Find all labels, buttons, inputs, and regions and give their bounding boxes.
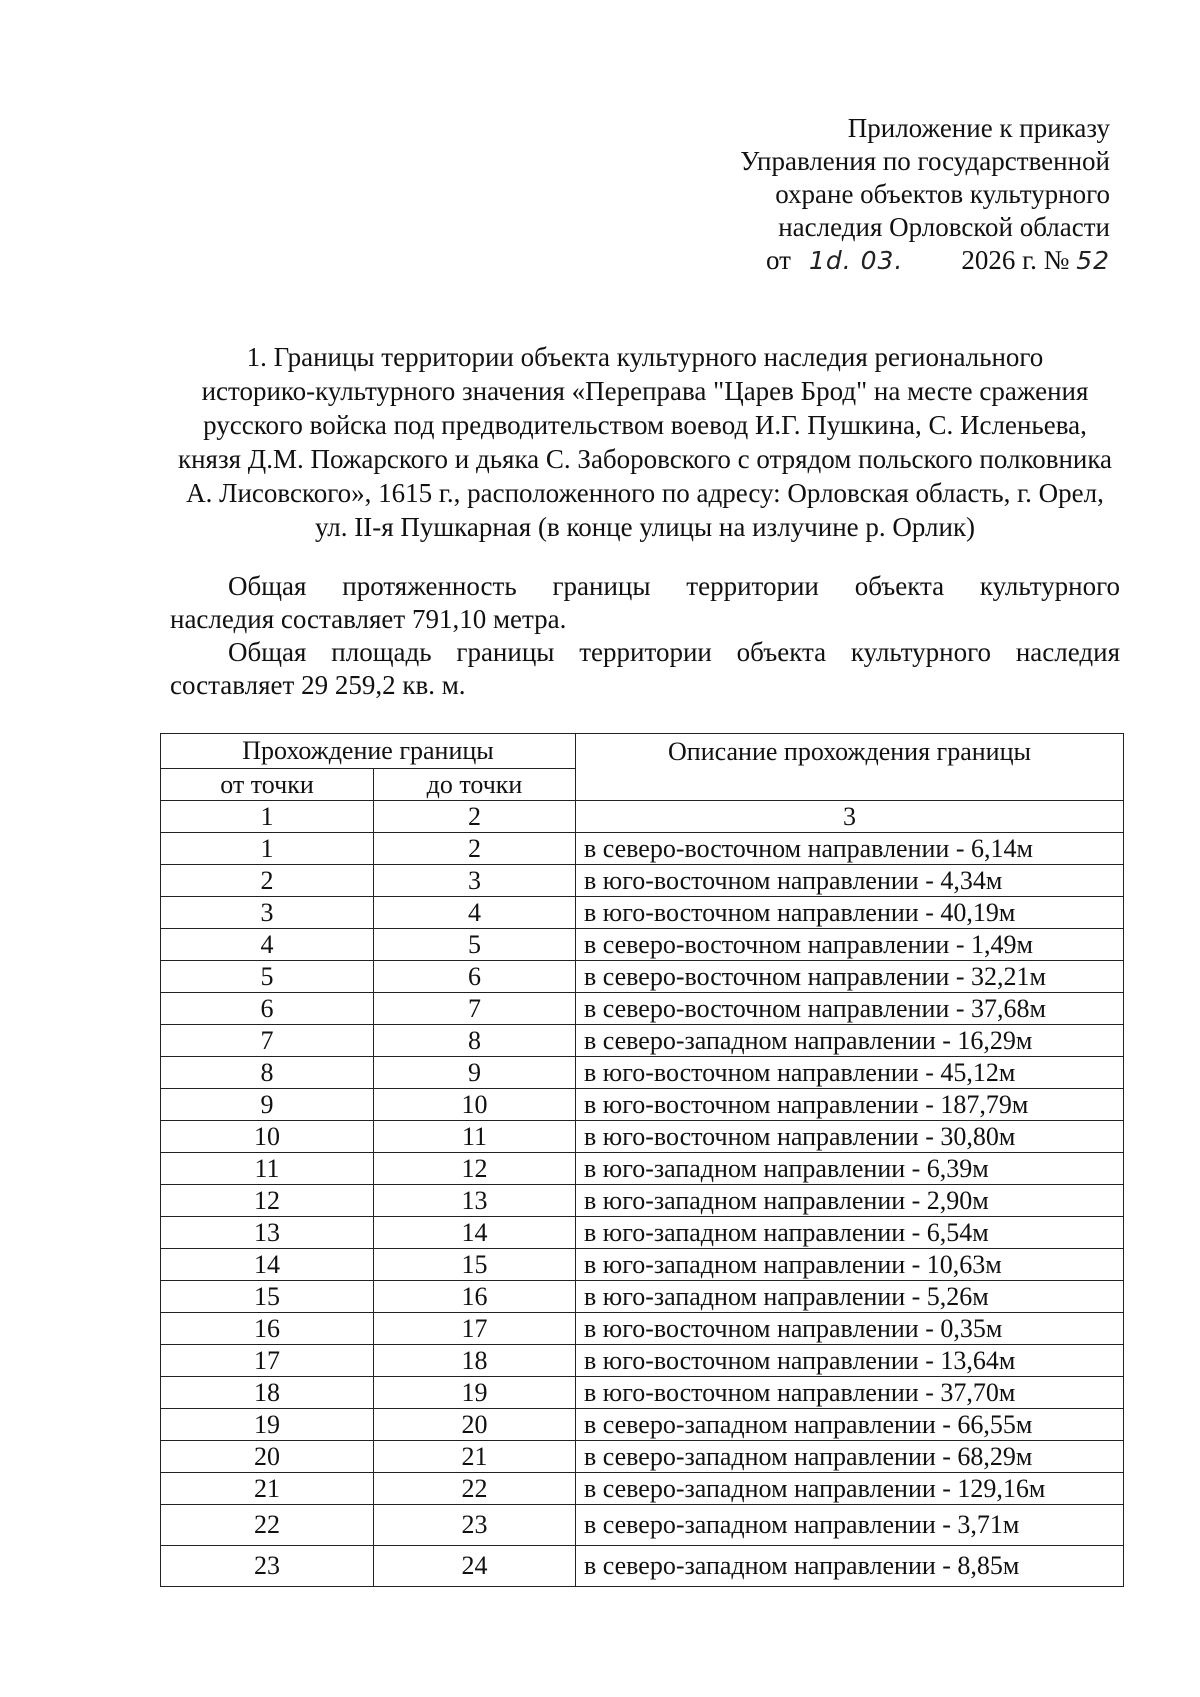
table-row [161, 1089, 1124, 1121]
title-line: 1. Границы территории объекта культурного наследия регионального [246, 342, 1044, 372]
from-point-cell: 13 [161, 1217, 374, 1249]
from-point-cell: 15 [161, 1281, 374, 1313]
to-point-cell: 22 [374, 1473, 576, 1505]
to-point-cell: 16 [374, 1281, 576, 1313]
order-date-line [690, 244, 1110, 277]
to-point-cell: 15 [374, 1249, 576, 1281]
title-line: А. Лисовского», 1615 г., расположенного по адресу: Орловская область, г. Орел, [186, 478, 1104, 508]
description-cell: в северо-восточном направлении - 6,14м [576, 833, 1124, 865]
description-cell: в северо-восточном направлении - 1,49м [576, 929, 1124, 961]
from-point-cell: 21 [161, 1473, 374, 1505]
to-point-cell: 23 [374, 1505, 576, 1546]
to-point-cell: 14 [374, 1217, 576, 1249]
column-number: 3 [576, 801, 1124, 833]
column-number-row [161, 801, 1124, 833]
description-cell: в северо-западном направлении - 16,29м [576, 1025, 1124, 1057]
table-row [161, 1313, 1124, 1345]
description-cell: в юго-восточном направлении - 37,70м [576, 1377, 1124, 1409]
header-line-2: Управления по государственной [740, 146, 1110, 176]
from-point-cell: 19 [161, 1409, 374, 1441]
to-point-cell: 9 [374, 1057, 576, 1089]
from-point-cell: 1 [161, 833, 374, 865]
table-row [161, 961, 1124, 993]
area-line-1: Общая площадь границы территории объекта культурного наследия [228, 637, 1120, 667]
date-year: 2026 г. № [961, 245, 1070, 275]
column-number: 1 [161, 801, 374, 833]
from-point-cell: 7 [161, 1025, 374, 1057]
table-row [161, 1153, 1124, 1185]
length-line-2: наследия составляет 791,10 метра. [170, 604, 567, 634]
total-area-paragraph [170, 636, 1120, 702]
table-row [161, 1473, 1124, 1505]
to-point-cell: 5 [374, 929, 576, 961]
title-line: князя Д.М. Пожарского и дьяка С. Заборовского с отрядом польского полковника [177, 444, 1113, 474]
to-point-cell: 4 [374, 897, 576, 929]
header-to-point: до точки [374, 769, 576, 801]
description-cell: в юго-восточном направлении - 30,80м [576, 1121, 1124, 1153]
to-point-cell: 2 [374, 833, 576, 865]
from-point-cell: 22 [161, 1505, 374, 1546]
to-point-cell: 8 [374, 1025, 576, 1057]
description-cell: в северо-западном направлении - 8,85м [576, 1546, 1124, 1587]
table-row [161, 1546, 1124, 1587]
table-row [161, 1505, 1124, 1546]
from-point-cell: 12 [161, 1185, 374, 1217]
description-cell: в юго-восточном направлении - 45,12м [576, 1057, 1124, 1089]
description-cell: в северо-западном направлении - 129,16м [576, 1473, 1124, 1505]
to-point-cell: 3 [374, 865, 576, 897]
from-point-cell: 17 [161, 1345, 374, 1377]
header-line-3: охране объектов культурного [775, 179, 1110, 209]
header-boundary-passage: Прохождение границы [161, 734, 576, 769]
area-line-2: составляет 29 259,2 кв. м. [170, 670, 466, 700]
to-point-cell: 11 [374, 1121, 576, 1153]
from-point-cell: 3 [161, 897, 374, 929]
from-point-cell: 14 [161, 1249, 374, 1281]
description-cell: в юго-западном направлении - 5,26м [576, 1281, 1124, 1313]
table-row [161, 1185, 1124, 1217]
description-cell: в юго-восточном направлении - 0,35м [576, 1313, 1124, 1345]
header-line-1: Приложение к приказу [847, 113, 1110, 143]
to-point-cell: 7 [374, 993, 576, 1025]
description-cell: в юго-восточном направлении - 4,34м [576, 865, 1124, 897]
description-cell: в юго-восточном направлении - 13,64м [576, 1345, 1124, 1377]
table-row [161, 1217, 1124, 1249]
table-row [161, 1409, 1124, 1441]
from-point-cell: 10 [161, 1121, 374, 1153]
to-point-cell: 24 [374, 1546, 576, 1587]
to-point-cell: 17 [374, 1313, 576, 1345]
column-number: 2 [374, 801, 576, 833]
from-point-cell: 4 [161, 929, 374, 961]
to-point-cell: 18 [374, 1345, 576, 1377]
table-row [161, 865, 1124, 897]
from-point-cell: 9 [161, 1089, 374, 1121]
to-point-cell: 20 [374, 1409, 576, 1441]
boundary-table-body [161, 801, 1124, 1587]
table-row [161, 1377, 1124, 1409]
table-row [161, 833, 1124, 865]
to-point-cell: 13 [374, 1185, 576, 1217]
from-point-cell: 11 [161, 1153, 374, 1185]
table-row [161, 1057, 1124, 1089]
header-line-4: наследия Орловской области [778, 212, 1110, 242]
from-point-cell: 23 [161, 1546, 374, 1587]
to-point-cell: 12 [374, 1153, 576, 1185]
to-point-cell: 19 [374, 1377, 576, 1409]
section-title [170, 340, 1120, 544]
to-point-cell: 21 [374, 1441, 576, 1473]
description-cell: в северо-восточном направлении - 32,21м [576, 961, 1124, 993]
total-length-paragraph [170, 570, 1120, 636]
title-line: ул. II-я Пушкарная (в конце улицы на излучине р. Орлик) [314, 512, 976, 542]
from-point-cell: 6 [161, 993, 374, 1025]
table-row [161, 1441, 1124, 1473]
description-cell: в юго-западном направлении - 6,54м [576, 1217, 1124, 1249]
description-cell: в юго-восточном направлении - 187,79м [576, 1089, 1124, 1121]
from-point-cell: 16 [161, 1313, 374, 1345]
from-point-cell: 8 [161, 1057, 374, 1089]
from-point-cell: 20 [161, 1441, 374, 1473]
description-cell: в северо-западном направлении - 68,29м [576, 1441, 1124, 1473]
table-row [161, 929, 1124, 961]
title-line: историко-культурного значения «Переправа "Царев Брод" на месте сражения [201, 376, 1089, 406]
description-cell: в юго-западном направлении - 6,39м [576, 1153, 1124, 1185]
header-description: Описание прохождения границы [576, 734, 1124, 801]
header-from-point: от точки [161, 769, 374, 801]
boundary-table [160, 733, 1124, 1587]
table-row [161, 897, 1124, 929]
title-line: русского войска под предводительством воевод И.Г. Пушкина, С. Исленьева, [203, 410, 1087, 440]
from-point-cell: 2 [161, 865, 374, 897]
handwritten-order-number: 52 [1076, 246, 1110, 275]
table-row [161, 1025, 1124, 1057]
to-point-cell: 10 [374, 1089, 576, 1121]
from-point-cell: 5 [161, 961, 374, 993]
description-cell: в юго-западном направлении - 2,90м [576, 1185, 1124, 1217]
handwritten-date: 1d. 03. [808, 246, 904, 275]
description-cell: в северо-западном направлении - 3,71м [576, 1505, 1124, 1546]
table-row [161, 1249, 1124, 1281]
table-row [161, 1281, 1124, 1313]
description-cell: в юго-западном направлении - 10,63м [576, 1249, 1124, 1281]
table-row [161, 1345, 1124, 1377]
description-cell: в юго-восточном направлении - 40,19м [576, 897, 1124, 929]
description-cell: в северо-западном направлении - 66,55м [576, 1409, 1124, 1441]
length-line-1: Общая протяженность границы территории объекта культурного [228, 571, 1120, 601]
table-row [161, 993, 1124, 1025]
table-row [161, 1121, 1124, 1153]
from-point-cell: 18 [161, 1377, 374, 1409]
description-cell: в северо-восточном направлении - 37,68м [576, 993, 1124, 1025]
date-prefix: от [766, 245, 791, 275]
to-point-cell: 6 [374, 961, 576, 993]
appendix-header [690, 112, 1110, 277]
